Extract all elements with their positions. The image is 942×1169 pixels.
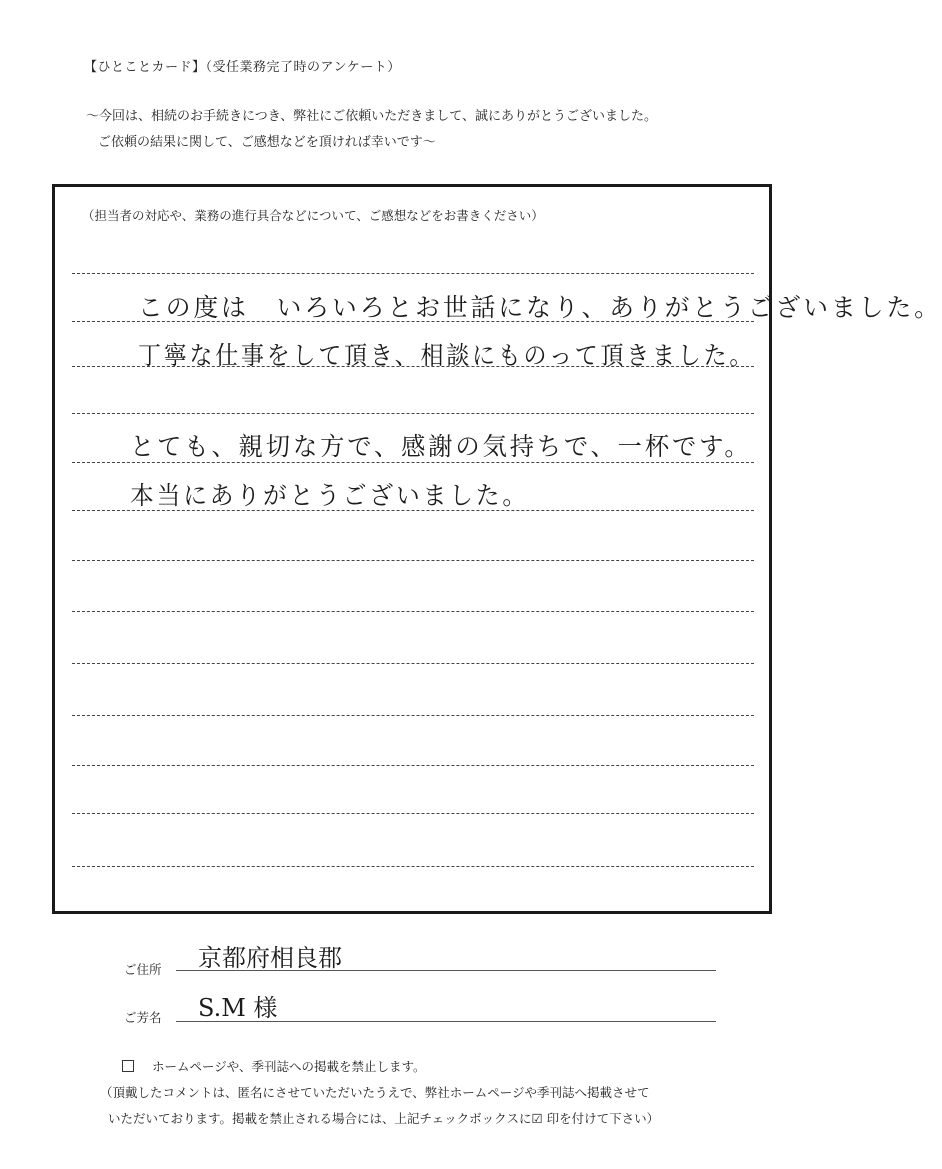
address-value: 京都府相良郡 [198, 944, 342, 972]
address-label: ご住所 [124, 962, 162, 977]
name-value: S.M 様 [198, 994, 278, 1022]
address-underline [176, 970, 716, 971]
handwritten-comment-line-1: この度は いろいろとお世話になり、ありがとうございました。 [138, 293, 942, 322]
intro-line-1: ～今回は、相続のお手続きにつき、弊社にご依頼いただきまして、誠にありがとうございました。 [86, 109, 657, 124]
ruled-line [72, 663, 754, 664]
ruled-line [72, 273, 754, 274]
name-label: ご芳名 [124, 1010, 162, 1025]
intro-text [86, 104, 657, 156]
publication-prohibit-label: ホームページや、季刊誌への掲載を禁止します。 [152, 1059, 426, 1074]
card-title: 【ひとことカード】（受任業務完了時のアンケート） [84, 60, 401, 75]
ruled-line [72, 866, 754, 867]
comment-prompt: （担当者の対応や、業務の進行具合などについて、ご感想などをお書きください） [82, 208, 544, 223]
handwritten-comment-line-3: とても、親切な方で、感謝の気持ちで、一杯です。 [130, 432, 752, 461]
ruled-line [72, 611, 754, 612]
publication-note-line-2: いただいております。掲載を禁止される場合には、上記チェックボックスに☑ 印を付けて下さい） [108, 1111, 660, 1126]
ruled-line [72, 813, 754, 814]
ruled-line [72, 715, 754, 716]
intro-line-2: ご依頼の結果に関して、ご感想などを頂ければ幸いです～ [98, 135, 436, 150]
ruled-line [72, 560, 754, 561]
publication-note [100, 1080, 659, 1132]
ruled-line [72, 413, 754, 414]
ruled-line [72, 765, 754, 766]
handwritten-comment-line-4: 本当にありがとうございました。 [130, 481, 530, 510]
publication-consent-row [122, 1057, 426, 1075]
name-underline [176, 1021, 716, 1022]
publication-note-line-1: （頂戴したコメントは、匿名にさせていただいたうえで、弊社ホームページや季刊誌へ掲載させて [100, 1085, 650, 1100]
handwritten-comment-line-2: 丁寧な仕事をして頂き、相談にものって頂きました。 [138, 341, 756, 370]
publication-prohibit-checkbox[interactable] [122, 1060, 134, 1072]
